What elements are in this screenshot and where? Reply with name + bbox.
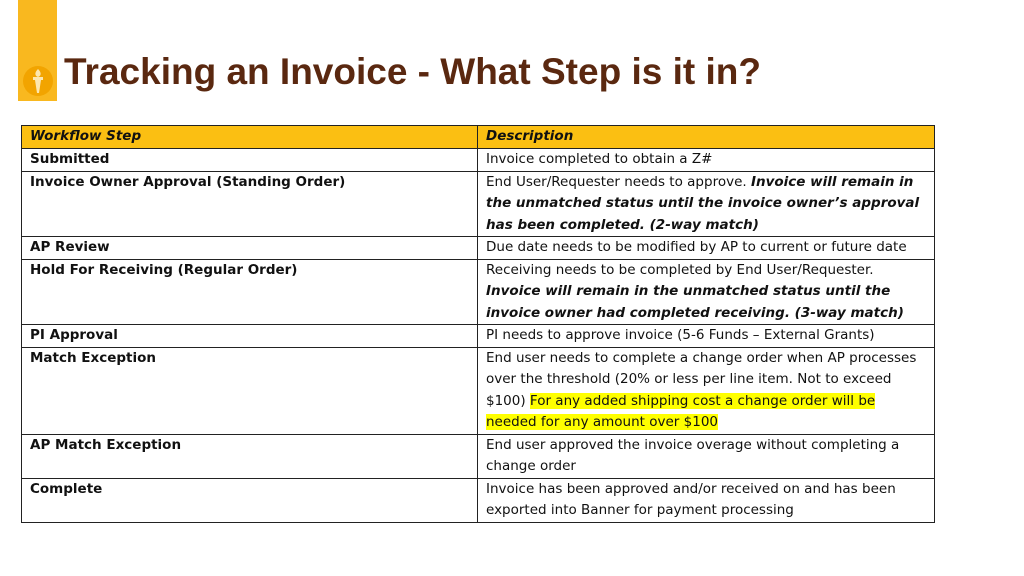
step-cell: PI Approval bbox=[22, 325, 478, 348]
table-row bbox=[22, 325, 935, 348]
table-row bbox=[22, 237, 935, 260]
description-text: End user needs to complete a change order when AP processes over the threshold (20% or less per line item. Not to exceed $100) bbox=[486, 349, 917, 409]
table-header-row bbox=[22, 126, 935, 149]
description-cell bbox=[478, 478, 935, 522]
description-cell bbox=[478, 171, 935, 237]
description-cell bbox=[478, 325, 935, 348]
table-row bbox=[22, 149, 935, 172]
description-cell bbox=[478, 347, 935, 434]
description-emphasis: Invoice will remain in the unmatched status until the invoice owner had completed receiving. (3-way match) bbox=[486, 283, 904, 321]
highlighted-note: For any added shipping cost a change order will be needed for any amount over $100 bbox=[486, 392, 876, 430]
step-cell: Complete bbox=[22, 478, 478, 522]
step-cell: Hold For Receiving (Regular Order) bbox=[22, 259, 478, 325]
step-cell: Match Exception bbox=[22, 347, 478, 434]
column-header-step: Workflow Step bbox=[22, 126, 478, 149]
table-row bbox=[22, 434, 935, 478]
description-text: End user approved the invoice overage without completing a change order bbox=[486, 436, 900, 474]
description-text: Invoice completed to obtain a Z# bbox=[486, 151, 713, 167]
description-text: PI needs to approve invoice (5-6 Funds – External Grants) bbox=[486, 327, 875, 343]
description-text: Receiving needs to be completed by End User/Requester. bbox=[486, 261, 874, 278]
description-cell bbox=[478, 149, 935, 172]
description-cell bbox=[478, 237, 935, 260]
description-emphasis: Invoice will remain in the unmatched status until the invoice owner’s approval has been completed. (2-way match) bbox=[486, 173, 920, 233]
description-cell bbox=[478, 259, 935, 325]
description-text: Due date needs to be modified by AP to current or future date bbox=[486, 239, 907, 255]
step-cell: Invoice Owner Approval (Standing Order) bbox=[22, 171, 478, 237]
table-row bbox=[22, 478, 935, 522]
step-cell: AP Match Exception bbox=[22, 434, 478, 478]
step-cell: Submitted bbox=[22, 149, 478, 172]
table-row bbox=[22, 259, 935, 325]
description-text: Invoice has been approved and/or received on and has been exported into Banner for payment processing bbox=[486, 480, 896, 518]
table-row bbox=[22, 171, 935, 237]
workflow-table bbox=[21, 125, 935, 523]
description-cell bbox=[478, 434, 935, 478]
description-text: End User/Requester needs to approve. bbox=[486, 173, 751, 190]
page-title: Tracking an Invoice - What Step is it in? bbox=[64, 51, 761, 92]
table-row bbox=[22, 347, 935, 434]
torch-icon bbox=[22, 64, 54, 98]
step-cell: AP Review bbox=[22, 237, 478, 260]
column-header-description: Description bbox=[478, 126, 935, 149]
